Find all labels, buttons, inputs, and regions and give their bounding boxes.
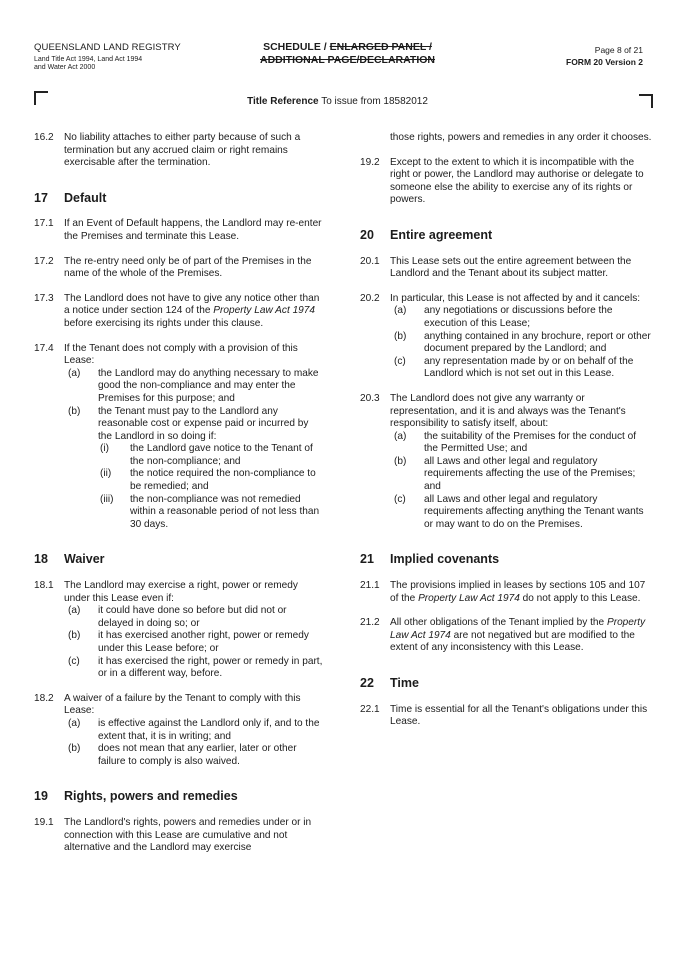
sub-text: all Laws and other legal and regulatory requirements affecting the use of the Premises; and: [424, 455, 636, 493]
page-info: [540, 44, 643, 68]
clause-18-2: [34, 693, 324, 769]
clause-text: The Landlord does not give any warranty or representation, and it is and always was the Tenant's responsibility to satisfy itself, about:: [390, 392, 626, 430]
left-column: [34, 132, 324, 855]
registry-header: [34, 42, 234, 72]
sub-clause: [64, 605, 324, 630]
sub-clause: [64, 718, 324, 743]
clause-text: No liability attaches to either party because of such a termination but any accrued claim or right remains exercisable after the termination.: [64, 132, 301, 169]
title-reference-value: To issue from 18582012: [321, 96, 428, 107]
act-name: Property Law Act 1974: [390, 617, 646, 641]
sub-clause: [390, 456, 652, 494]
heading-title: Waiver: [64, 552, 105, 567]
title-reference-label: Title Reference: [247, 96, 319, 107]
clause-number: 17.3: [34, 292, 54, 304]
sub-text: all Laws and other legal and regulatory requirements affecting anything the Tenant wants or may want to do on the Premises.: [424, 493, 644, 530]
sub-clause: [390, 331, 652, 356]
sub-text: it could have done so before but did not or delayed in doing so; or: [98, 605, 287, 629]
sub-label: (a): [68, 717, 81, 729]
sub-clause: [64, 406, 324, 532]
act-name: Property Law Act 1974: [213, 305, 316, 317]
clause-19-2: [360, 157, 652, 207]
clause-number: 21.1: [360, 580, 380, 592]
clause-number: 20.1: [360, 255, 380, 267]
sub-sub-label: (iii): [100, 493, 114, 505]
heading-number: 19: [34, 789, 48, 804]
sub-sub-clause: [98, 468, 324, 493]
sub-sub-clause: [98, 494, 324, 532]
sub-clause: [390, 494, 652, 532]
clause-text: If the Tenant does not comply with a provision of this Lease:: [64, 342, 298, 367]
heading-number: 20: [360, 227, 374, 242]
clause-19-1-continued: those rights, powers and remedies in any order it chooses.: [390, 132, 652, 143]
sub-text: it has exercised another right, power or remedy under this Lease before; or: [98, 630, 309, 654]
schedule-word: SCHEDULE /: [263, 41, 327, 53]
heading-18: [34, 553, 324, 566]
sub-clause: [390, 356, 652, 381]
heading-21: [360, 553, 652, 566]
clause-text: A waiver of a failure by the Tenant to comply with this Lease:: [64, 692, 301, 717]
form-version: FORM 20 Version 2: [566, 57, 643, 67]
sub-label: (b): [394, 455, 407, 467]
sub-sub-text: the Landlord gave notice to the Tenant of the non-compliance; and: [130, 443, 313, 467]
clause-16-2: [34, 132, 324, 170]
sub-text: does not mean that any earlier, later or other failure to comply is also waived.: [98, 743, 297, 767]
clause-text: [390, 617, 652, 655]
heading-title: Rights, powers and remedies: [64, 789, 238, 804]
sub-label: (a): [68, 605, 81, 617]
sub-sub-label: (ii): [100, 468, 112, 480]
clause-text: [64, 293, 324, 331]
sub-body: [98, 406, 324, 532]
clause-text-part: are not negatived but are modified to the extent of any inconsistency with this Lease.: [390, 629, 635, 654]
clause-number: 19.1: [34, 816, 54, 828]
clause-text: Except to the extent to which it is incompatible with the right or power, the Landlord may authorise or delegate to someone else the ability to exercise any of its rights or powers.: [390, 156, 644, 206]
clause-17-3: [34, 293, 324, 331]
sub-sub-text: the notice required the non-compliance to be remedied; and: [130, 468, 316, 493]
heading-17: [34, 192, 324, 205]
clause-body: [64, 343, 324, 532]
clause-text: [390, 580, 652, 605]
schedule-struck-1: ENLARGED PANEL /: [329, 41, 432, 53]
clause-text-part: before exercising its rights under this clause.: [64, 317, 264, 329]
clause-text-part: The provisions implied in leases by sections 105 and 107 of the: [390, 580, 646, 604]
sub-label: (c): [394, 493, 406, 505]
clause-number: 17.4: [34, 342, 54, 354]
sub-sub-text: the non-compliance was not remedied within a reasonable period of not less than 30 days.: [130, 493, 320, 530]
clause-text: Time is essential for all the Tenant's obligations under this Lease.: [390, 703, 648, 728]
clause-text: The Landlord's rights, powers and remedies under or in connection with this Lease are cumulative and not alternative and the Landlord may exercise: [64, 816, 312, 854]
clause-text: If an Event of Default happens, the Landlord may re-enter the Premises and terminate this Lease.: [64, 218, 322, 242]
clause-number: 21.2: [360, 617, 380, 629]
sub-label: (c): [394, 355, 406, 367]
sub-label: (b): [68, 405, 81, 417]
page-number: Page 8 of 21: [594, 45, 643, 55]
clause-number: 19.2: [360, 156, 380, 168]
clause-body: [64, 693, 324, 769]
clause-text-part: do not apply to this Lease.: [519, 592, 641, 604]
clause-body: [390, 293, 652, 381]
sub-label: (a): [394, 305, 407, 317]
clause-number: 17.1: [34, 218, 54, 230]
sub-text: the suitability of the Premises for the conduct of the Permitted Use; and: [424, 430, 637, 455]
title-reference: [0, 96, 675, 107]
heading-title: Implied covenants: [390, 552, 500, 567]
sub-clause: [64, 743, 324, 768]
heading-title: Entire agreement: [390, 227, 493, 242]
clause-body: [390, 393, 652, 532]
registry-name: QUEENSLAND LAND REGISTRY: [34, 42, 181, 53]
heading-20: [360, 229, 652, 242]
clause-21-1: [360, 580, 652, 605]
heading-19: [34, 790, 324, 803]
sub-sub-label: (i): [100, 443, 109, 455]
clause-text: This Lease sets out the entire agreement between the Landlord and the Tenant about its subject matter.: [390, 255, 632, 280]
clause-19-1: [34, 817, 324, 855]
heading-title: Default: [64, 190, 107, 205]
clause-text-part: All other obligations of the Tenant implied by the: [390, 617, 607, 629]
acts-line-1: Land Title Act 1994, Land Act 1994: [34, 56, 143, 63]
right-column: [360, 132, 652, 729]
clause-17-4: [34, 343, 324, 532]
sub-label: (b): [68, 630, 81, 642]
sub-clause: [64, 368, 324, 406]
acts-line-2: and Water Act 2000: [34, 64, 96, 71]
clause-21-2: [360, 617, 652, 655]
sub-clause: [390, 305, 652, 330]
heading-title: Time: [390, 676, 419, 690]
clause-number: 22.1: [360, 703, 380, 715]
heading-number: 22: [360, 676, 374, 690]
clause-number: 17.2: [34, 255, 54, 267]
clause-number: 18.1: [34, 580, 54, 592]
sub-sub-clause: [98, 443, 324, 468]
sub-clause: [64, 656, 324, 681]
sub-label: (a): [394, 430, 407, 442]
sub-label: (b): [68, 743, 81, 755]
clause-text-part: The Landlord does not have to give any notice other than a notice under section 124 of the: [64, 292, 320, 317]
sub-text: the Landlord may do anything necessary to make good the non-compliance and may enter the Premises for this purpose; and: [98, 367, 319, 404]
clause-22-1: [360, 704, 652, 729]
act-name: Property Law Act 1974: [418, 592, 520, 604]
sub-text: the Tenant must pay to the Landlord any reasonable cost or expense paid or incurred by the Landlord in so doing if:: [98, 405, 309, 442]
heading-number: 18: [34, 552, 48, 567]
sub-text: any negotiations or discussions before the execution of this Lease;: [424, 305, 613, 329]
clause-number: 20.2: [360, 292, 380, 304]
sub-label: (c): [68, 655, 80, 667]
schedule-title: [220, 41, 475, 67]
clause-number: 20.3: [360, 392, 380, 404]
heading-number: 21: [360, 552, 374, 567]
clause-number: 16.2: [34, 132, 54, 143]
clause-20-2: [360, 293, 652, 381]
sub-clause: [390, 431, 652, 456]
heading-22: [360, 677, 652, 690]
clause-18-1: [34, 580, 324, 681]
clause-20-1: [360, 256, 652, 281]
sub-label: (b): [394, 330, 407, 342]
sub-text: is effective against the Landlord only if, and to the extent that, it is in writing; and: [98, 717, 320, 742]
sub-text: it has exercised the right, power or remedy in part, or in a different way, before.: [98, 655, 323, 680]
sub-text: anything contained in any brochure, report or other document prepared by the Landlord; and: [424, 330, 651, 355]
clause-17-2: [34, 256, 324, 281]
clause-body: [64, 580, 324, 681]
clause-number: 18.2: [34, 692, 54, 704]
sub-label: (a): [68, 367, 81, 379]
schedule-struck-2: ADDITIONAL PAGE/DECLARATION: [260, 54, 435, 66]
clause-text: The Landlord may exercise a right, power or remedy under this Lease even if:: [64, 580, 298, 604]
clause-text: The re-entry need only be of part of the Premises in the name of the whole of the Premises.: [64, 255, 312, 280]
sub-clause: [64, 630, 324, 655]
clause-17-1: [34, 218, 324, 243]
clause-20-3: [360, 393, 652, 532]
heading-number: 17: [34, 190, 48, 205]
sub-text: any representation made by or on behalf of the Landlord which is not set out in this Lease.: [424, 355, 634, 380]
clause-text: In particular, this Lease is not affected by and it cancels:: [390, 292, 641, 304]
